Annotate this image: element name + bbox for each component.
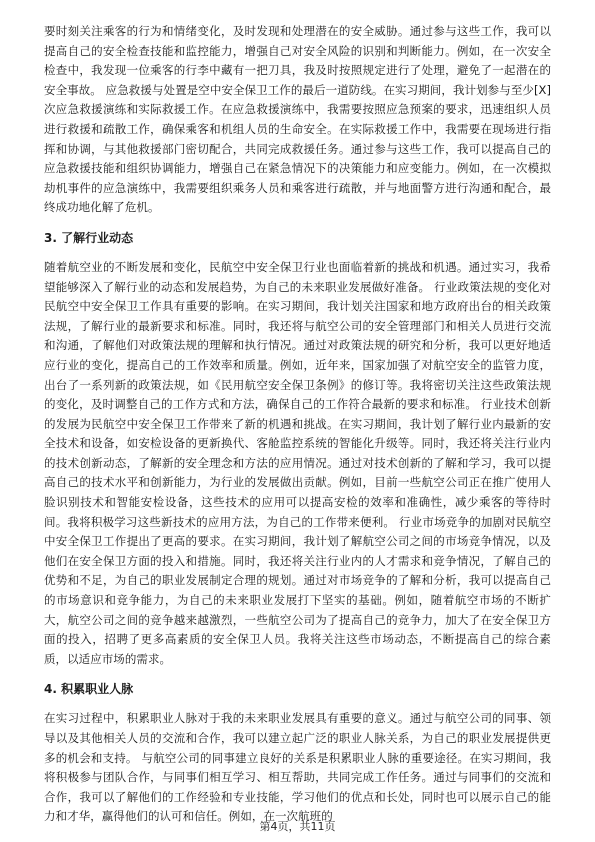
page-number: 第4页，共11页 [259, 820, 336, 833]
body-paragraph: 随着航空业的不断发展和变化，民航空中安全保卫行业也面临着新的挑战和机遇。通过实习，我希望能够深入了解行业的动态和发展趋势，为自己的未来职业发展做好准备。 行业政策法规的变化对民航空中安全保卫工作具有重要的影响。在实习期间，我计划关注国家和地方政府出台的相关政策法规，了解行业的最新要求和标准。同时，我还将与航空公司的安全管理部门和相关人员进行交流和沟通，了解他们对政策法规的理解和执行情况。通过对政策法规的研究和分析，我可以更好地适应行业的变化，提高自己的工作效率和质量。例如，近年来，国家加强了对航空安全的监管力度，出台了一系列新的政策法规，如《民用航空安全保卫条例》的修订等。我将密切关注这些政策法规的变化，及时调整自己的工作方式和方法，确保自己的工作符合最新的要求和标准。 行业技术创新的发展为民航空中安全保卫工作带来了新的机遇和挑战。在实习期间，我计划了解行业内最新的安全技术和设备，如安检设备的更新换代、客舱监控系统的智能化升级等。同时，我还将关注行业内的技术创新动态，了解新的安全理念和方法的应用情况。通过对技术创新的了解和学习，我可以提高自己的技术水平和创新能力，为行业的发展做出贡献。例如，目前一些航空公司正在推广使用人脸识别技术和智能安检设备，这些技术的应用可以提高安检的效率和准确性，减少乘客的等待时间。我将积极学习这些新技术的应用方法，为自己的工作带来便利。 行业市场竞争的加剧对民航空中安全保卫工作提出了更高的要求。在实习期间，我计划了解航空公司之间的市场竞争情况，以及他们在安全保卫方面的投入和措施。同时，我还将关注行业内的人才需求和竞争情况，了解自己的优势和不足，为自己的职业发展制定合理的规划。通过对市场竞争的了解和分析，我可以提高自己的市场意识和竞争能力，为自己的未来职业发展打下坚实的基础。例如，随着航空市场的不断扩大，航空公司之间的竞争越来越激烈，一些航空公司为了提高自己的竞争力，加大了在安全保卫方面的投入，招聘了更多高素质的安全保卫人员。我将关注这些市场动态，不断提高自己的综合素质，以适应市场的需求。 [44, 259, 551, 666]
section-heading-4: 4. 积累职业人脉 [44, 682, 134, 697]
body-paragraph: 要时刻关注乘客的行为和情绪变化，及时发现和处理潜在的安全威胁。通过参与这些工作，我可以提高自己的安全检查技能和监控能力，增强自己对安全风险的识别和判断能力。例如，在一次安全检查中，我发现一位乘客的行李中藏有一把刀具，我及时按照规定进行了处理，避免了一起潜在的安全事故。 应急救援与处置是空中安全保卫工作的最后一道防线。在实习期间，我计划参与至少[X]次应急救援演练和实际救援工作。在应急救援演练中，我需要按照应急预案的要求，迅速组织人员进行救援和疏散工作，确保乘客和机组人员的生命安全。在实际救援工作中，我需要在现场进行指挥和协调，与其他救援部门密切配合，共同完成救援任务。通过参与这些工作，我可以提高自己的应急救援技能和组织协调能力，增强自己在紧急情况下的决策能力和应变能力。例如，在一次模拟劫机事件的应急演练中，我需要组织乘务人员和乘客进行疏散，并与地面警方进行沟通和配合，最终成功地化解了危机。 [44, 24, 551, 215]
body-paragraph: 在实习过程中，积累职业人脉对于我的未来职业发展具有重要的意义。通过与航空公司的同事、领导以及其他相关人员的交流和合作，我可以建立起广泛的职业人脉关系，为自己的职业发展提供更多的机会和支持。 与航空公司的同事建立良好的关系是积累职业人脉的重要途径。在实习期间，我将积极参与团队合作，与同事们相互学习、相互帮助，共同完成工作任务。通过与同事们的交流和合作，我可以了解他们的工作经验和专业技能，学习他们的优点和长处，同时也可以展示自己的能力和才华，赢得他们的认可和信任。例如，在一次航班的 [44, 711, 551, 824]
section-heading-3: 3. 了解行业动态 [44, 230, 134, 245]
